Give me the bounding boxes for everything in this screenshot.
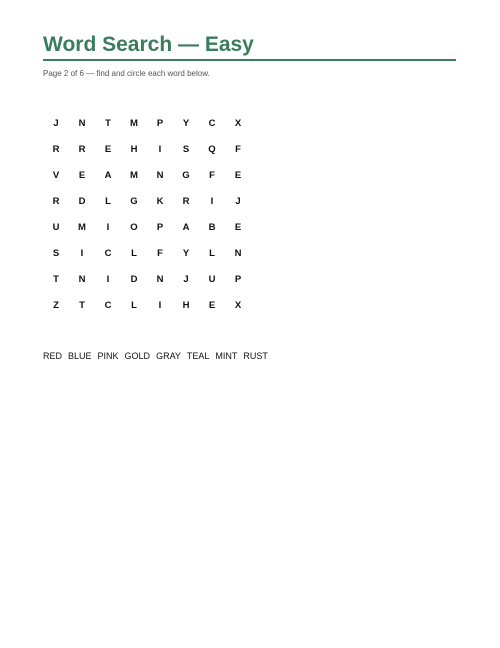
grid-cell: P [234,273,242,285]
grid-cell: Y [182,247,190,259]
grid-cell: N [156,169,164,181]
grid-cell: G [130,195,138,207]
grid-cell: E [234,221,242,233]
grid-cell: N [78,273,86,285]
grid-cell: J [183,273,189,285]
grid-cell: L [131,247,137,259]
grid-cell: B [208,221,216,233]
grid-cell: L [209,247,215,259]
grid-cell: S [52,247,60,259]
word-list [43,350,274,362]
word-list-item: RUST [243,351,268,361]
grid-cell: N [156,273,164,285]
grid-cell: F [235,143,241,155]
grid-cell: R [182,195,190,207]
grid-cell: T [53,273,59,285]
grid-cell: D [78,195,86,207]
word-list-item: BLUE [68,351,92,361]
grid-cell: G [182,169,190,181]
grid-cell: U [208,273,216,285]
grid-cell: E [104,143,112,155]
word-list-item: GOLD [124,351,151,361]
grid-cell: I [80,247,84,259]
grid-cell: F [157,247,163,259]
word-list-item: PINK [97,351,119,361]
grid-cell: M [130,117,138,129]
grid-cell: I [106,273,110,285]
grid-cell: Q [208,143,216,155]
grid-cell: R [78,143,86,155]
grid-cell: E [208,299,216,311]
grid-cell: M [78,221,86,233]
grid-cell: A [104,169,112,181]
grid-cell: C [104,299,112,311]
grid-cell: P [156,221,164,233]
grid-cell: N [234,247,242,259]
grid-cell: I [106,221,110,233]
grid-cell: Y [182,117,190,129]
grid-cell: J [53,117,59,129]
grid-cell: H [182,299,190,311]
grid-cell: I [210,195,214,207]
grid-cell: M [130,169,138,181]
word-list-item: GRAY [156,351,181,361]
grid-cell: T [79,299,85,311]
grid-cell: U [52,221,60,233]
grid-cell: P [156,117,164,129]
page-title: Word Search — Easy [43,33,254,56]
grid-cell: E [234,169,242,181]
title-underline [43,59,456,61]
grid-cell: E [78,169,86,181]
grid-cell: N [78,117,86,129]
grid-cell: F [209,169,215,181]
grid-cell: V [52,169,60,181]
grid-cell: R [52,195,60,207]
word-list-item: MINT [215,351,238,361]
grid-cell: L [105,195,111,207]
grid-cell: O [130,221,138,233]
grid-cell: C [208,117,216,129]
word-list-item: TEAL [186,351,210,361]
grid-cell: R [52,143,60,155]
grid-cell: A [182,221,190,233]
grid-cell: X [234,117,242,129]
grid-cell: I [158,299,162,311]
grid-cell: D [130,273,138,285]
grid-cell: I [158,143,162,155]
grid-cell: J [235,195,241,207]
grid-cell: T [105,117,111,129]
grid-cell: S [182,143,190,155]
grid-cell: K [156,195,164,207]
grid-cell: L [131,299,137,311]
page-subtitle: Page 2 of 6 — find and circle each word below. [43,69,210,78]
grid-cell: X [234,299,242,311]
word-list-item: RED [43,351,63,361]
grid-cell: C [104,247,112,259]
grid-cell: H [130,143,138,155]
letter-grid [43,110,251,318]
grid-cell: Z [53,299,59,311]
